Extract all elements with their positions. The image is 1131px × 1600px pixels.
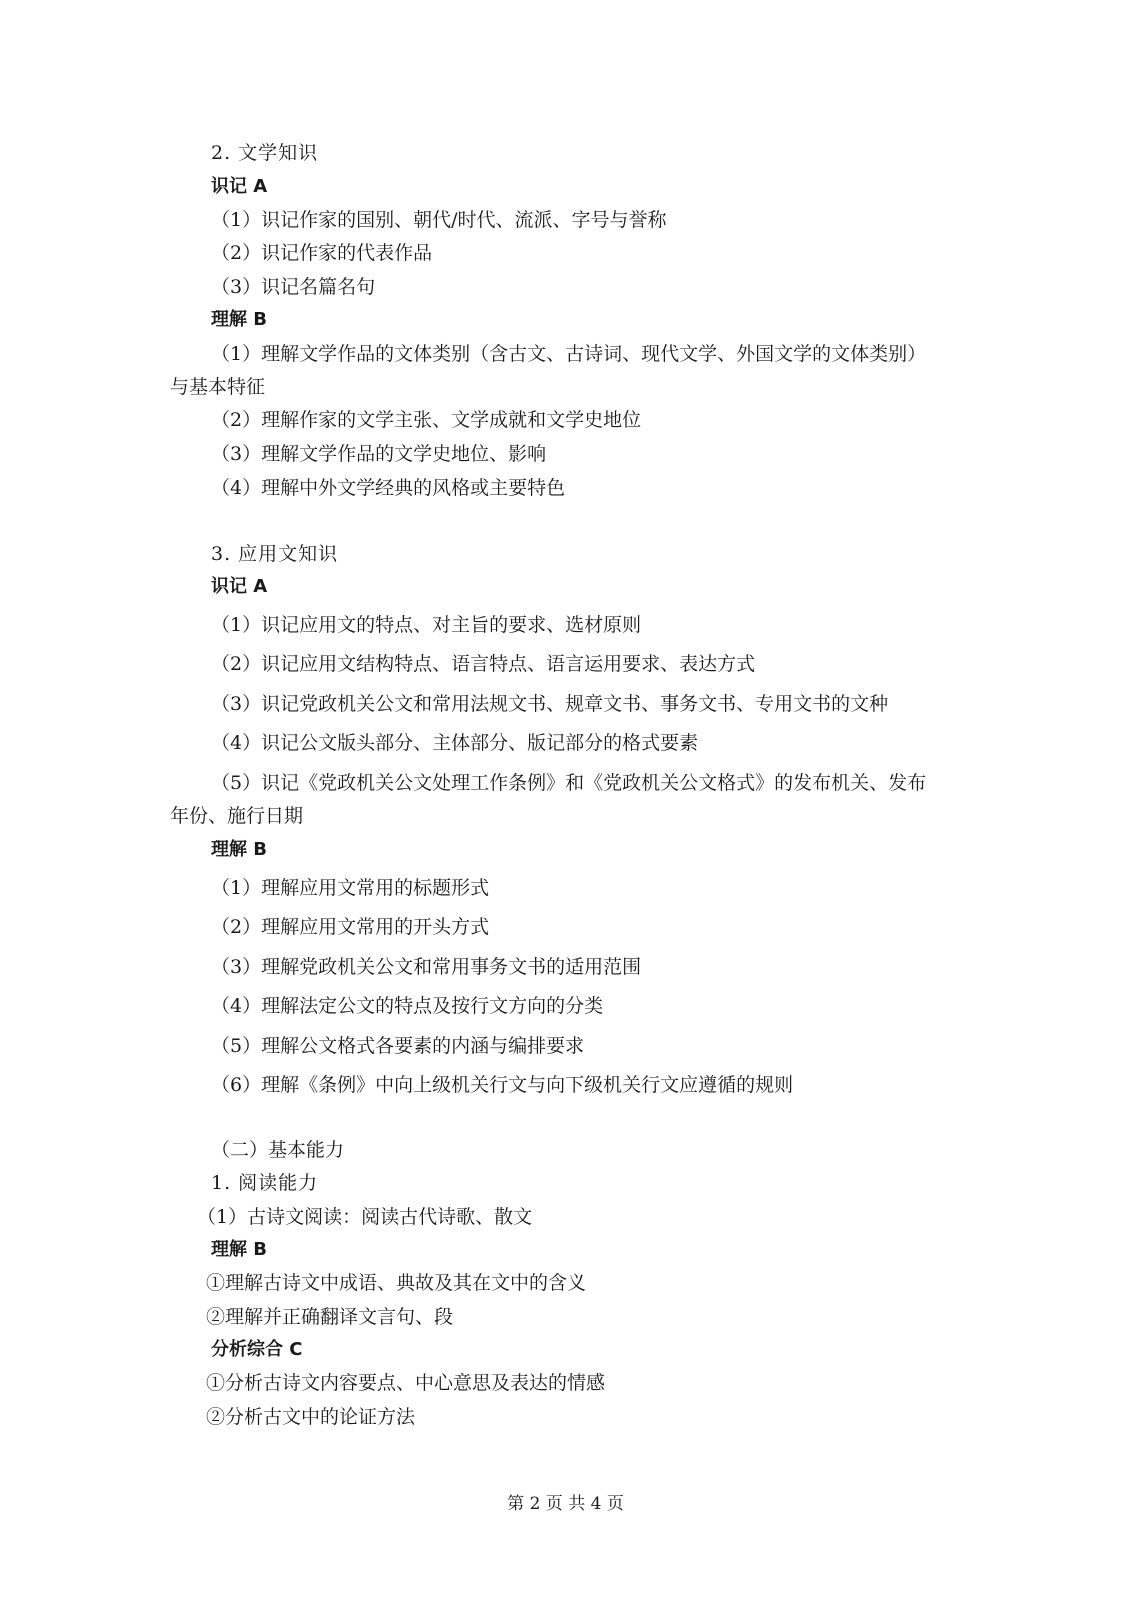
list-item: （3）理解党政机关公文和常用事务文书的适用范围 — [211, 956, 642, 978]
list-item: （2）识记作家的代表作品 — [211, 242, 433, 264]
list-item: （4）理解法定公文的特点及按行文方向的分类 — [211, 995, 604, 1017]
list-item: （6）理解《条例》中向上级机关行文与向下级机关行文应遵循的规则 — [211, 1074, 794, 1096]
list-item: （4）识记公文版头部分、主体部分、版记部分的格式要素 — [211, 732, 699, 754]
list-item: （1）古诗文阅读：阅读古代诗歌、散文 — [197, 1206, 533, 1228]
list-item: （1）识记应用文的特点、对主旨的要求、选材原则 — [211, 614, 642, 636]
level-label-understand: 理解 B — [211, 309, 267, 330]
list-item: （5）识记《党政机关公文处理工作条例》和《党政机关公文格式》的发布机关、发布 — [211, 772, 927, 794]
list-item: ①分析古诗文内容要点、中心意思及表达的情感 — [206, 1372, 606, 1394]
list-item: （1）理解文学作品的文体类别（含古文、古诗词、现代文学、外国文学的文体类别） — [211, 343, 927, 365]
list-item: （1）理解应用文常用的标题形式 — [211, 877, 490, 899]
page-footer: 第 2 页 共 4 页 — [507, 1494, 624, 1514]
list-item: （2）理解作家的文学主张、文学成就和文学史地位 — [211, 409, 642, 431]
list-item: （3）识记党政机关公文和常用法规文书、规章文书、事务文书、专用文书的文种 — [211, 693, 889, 715]
list-item: （3）识记名篇名句 — [211, 276, 376, 298]
level-label-analysis: 分析综合 C — [211, 1339, 303, 1360]
list-item: （5）理解公文格式各要素的内涵与编排要求 — [211, 1035, 585, 1057]
level-label-understand: 理解 B — [211, 839, 267, 860]
list-item: ①理解古诗文中成语、典故及其在文中的含义 — [206, 1272, 587, 1294]
subsection-heading-reading: 1. 阅读能力 — [211, 1172, 319, 1194]
level-label-understand: 理解 B — [211, 1239, 267, 1260]
list-item: ②理解并正确翻译文言句、段 — [206, 1306, 454, 1328]
section-heading-literature: 2. 文学知识 — [211, 142, 319, 164]
list-item-continuation: 年份、施行日期 — [170, 805, 304, 827]
list-item: ②分析古文中的论证方法 — [206, 1406, 416, 1428]
section-heading-applied-writing: 3. 应用文知识 — [211, 543, 339, 565]
level-label-memorize: 识记 A — [211, 576, 268, 597]
list-item: （2）理解应用文常用的开头方式 — [211, 916, 490, 938]
list-item: （4）理解中外文学经典的风格或主要特色 — [211, 477, 566, 499]
list-item: （3）理解文学作品的文学史地位、影响 — [211, 443, 547, 465]
part-title-basic-ability: （二）基本能力 — [211, 1139, 345, 1161]
list-item: （1）识记作家的国别、朝代/时代、流派、字号与誉称 — [211, 209, 667, 231]
level-label-memorize: 识记 A — [211, 176, 268, 197]
list-item: （2）识记应用文结构特点、语言特点、语言运用要求、表达方式 — [211, 653, 756, 675]
list-item-continuation: 与基本特征 — [170, 376, 266, 398]
